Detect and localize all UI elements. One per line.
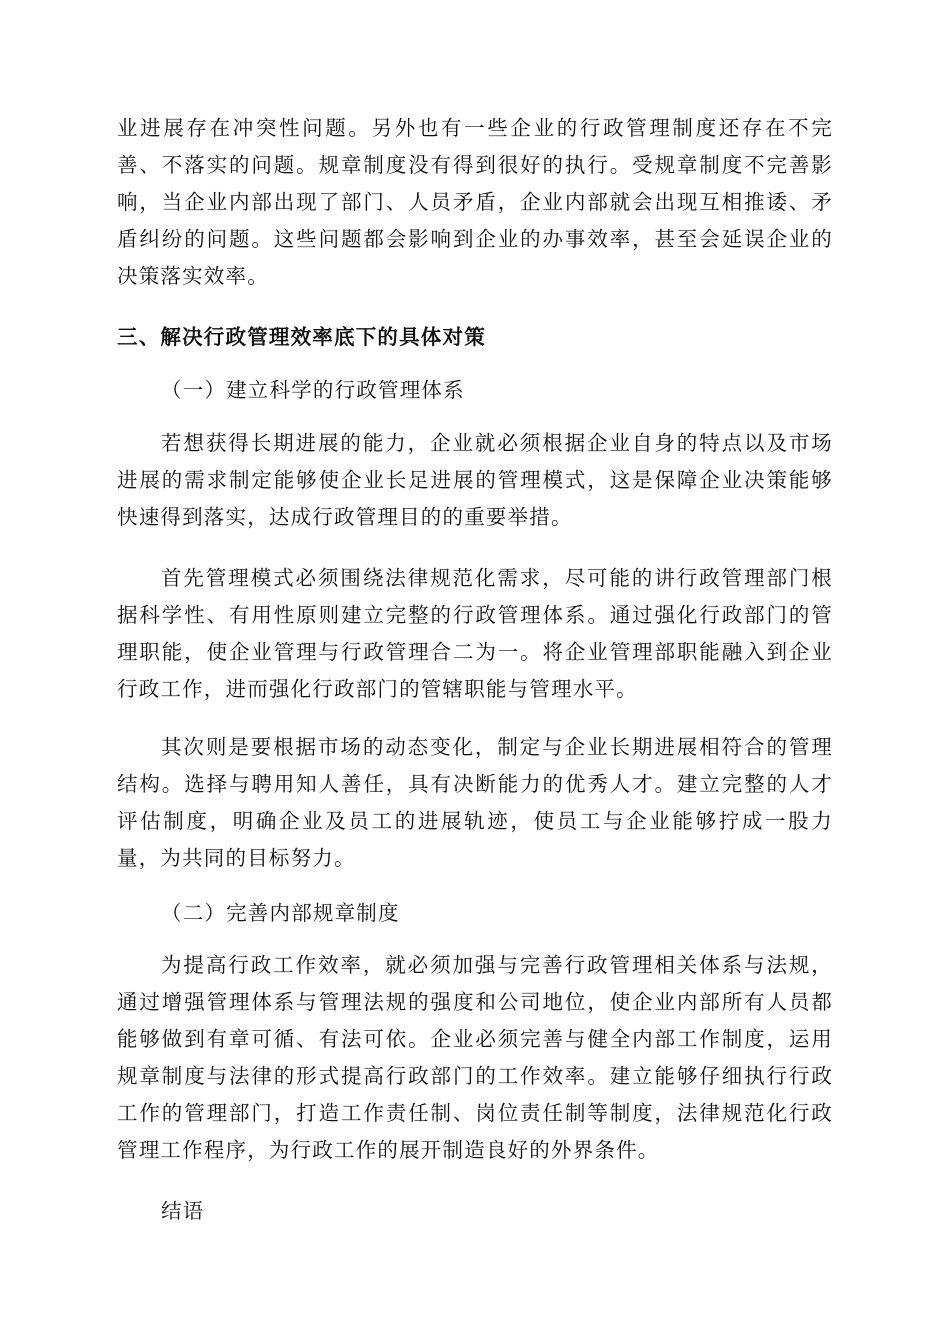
paragraph: 其次则是要根据市场的动态变化，制定与企业长期进展相符合的管理结构。选择与聘用知人善任，具有决断能力的优秀人才。建立完整的人才评估制度，明确企业及员工的进展轨迹，使员工与企业能够拧成一股力量，为共同的目标努力。 (117, 735, 833, 870)
paragraph: 首先管理模式必须围绕法律规范化需求，尽可能的讲行政管理部门根据科学性、有用性原则建立完整的行政管理体系。通过强化行政部门的管理职能，使企业管理与行政管理合二为一。将企业管理部职能融入到企业行政工作，进而强化行政部门的管辖职能与管理水平。 (117, 566, 833, 701)
conclusion-heading: 结语 (161, 1199, 205, 1223)
paragraph-continued: 业进展存在冲突性问题。另外也有一些企业的行政管理制度还存在不完善、不落实的问题。规章制度没有得到很好的执行。受规章制度不完善影响，当企业内部出现了部门、人员矛盾，企业内部就会出现互相推诿、矛盾纠纷的问题。这些问题都会影响到企业的办事效率，甚至会延误企业的决策落实效率。 (117, 116, 833, 288)
section-heading: 三、解决行政管理效率底下的具体对策 (117, 325, 486, 349)
subsection-heading: （一）建立科学的行政管理体系 (161, 378, 465, 402)
paragraph: 若想获得长期进展的能力，企业就必须根据企业自身的特点以及市场进展的需求制定能够使企业长足进展的管理模式，这是保障企业决策能够快速得到落实，达成行政管理目的的重要举措。 (117, 431, 833, 529)
subsection-heading: （二）完善内部规章制度 (161, 901, 400, 925)
paragraph: 为提高行政工作效率，就必须加强与完善行政管理相关体系与法规，通过增强管理体系与管理法规的强度和公司地位，使企业内部所有人员都能够做到有章可循、有法可依。企业必须完善与健全内部工作制度，运用规章制度与法律的形式提高行政部门的工作效率。建立能够仔细执行行政工作的管理部门，打造工作责任制、岗位责任制等制度，法律规范化行政管理工作程序，为行政工作的展开制造良好的外界条件。 (117, 953, 833, 1162)
